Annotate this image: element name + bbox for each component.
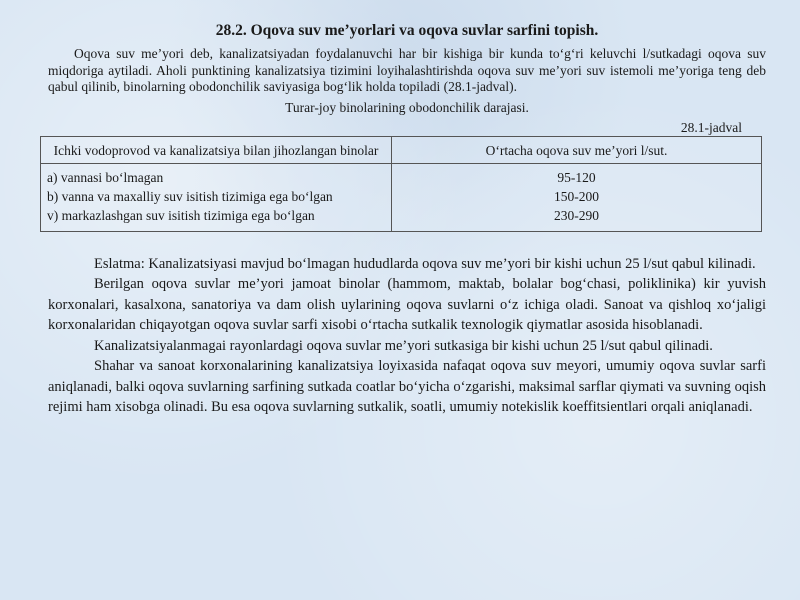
- table-header-buildings: Ichki vodoprovod va kanalizatsiya bilan jihozlangan binolar: [41, 136, 392, 163]
- row-label-b: b) vanna va maxalliy suv isitish tizimiga ega bo‘lgan: [47, 188, 333, 204]
- section-title: 28.2. Oqova suv me’yorlari va oqova suvlar sarfini topish.: [215, 22, 599, 39]
- table-header-norm: O‘rtacha oqova suv me’yori l/sut.: [392, 136, 762, 163]
- paragraph-public-buildings: Berilgan oqova suvlar me’yori jamoat binolar (hammom, maktab, bolalar bog‘chasi, poliklinika) kir yuvish korxonalari, kasalxona, sanatoriya va dam olish uylarining oqova suvlarni o‘z ichiga oladi. Sanoat va qishloq xo‘jaligi korxonalaridan chiqayotgan oqova suvlar sarfi xisobi o‘rtacha sutkalik texnologik qiymatlar asosida hisoblanadi.: [48, 276, 766, 333]
- row-value-v: 230-290: [554, 207, 599, 223]
- row-value-a: 95-120: [557, 169, 596, 185]
- table-header-row: [41, 136, 762, 163]
- row-value-b: 150-200: [554, 188, 599, 204]
- row-label-a: a) vannasi bo‘lmagan: [47, 169, 164, 185]
- table-caption: Turar-joy binolarining obodonchilik darajasi.: [285, 99, 529, 115]
- note-paragraph: Eslatma: Kanalizatsiyasi mavjud bo‘lmagan hududlarda oqova suv me’yori bir kishi uchun 25 l/sut qabul kilinadi.: [94, 255, 756, 272]
- paragraph-city-industry: Shahar va sanoat korxonalarining kanalizatsiya loyixasida nafaqat oqova suv meyori, umumiy oqova suvlar sarfi aniqlanadi, balki oqova suvlarning sarfining sutkada coatlar bo‘yicha o‘zgarishi, maksimal sarflar qiymati va suvning oqish rejimi ham xisobga olinadi. Bu esa oqova suvlarning sutkalik, soatli, umumiy notekislik koeffitsientlari orqali aniqlanadi.: [48, 358, 766, 415]
- body-text: [48, 254, 766, 418]
- table-number: 28.1-jadval: [680, 119, 742, 135]
- table-values-cell: [392, 163, 762, 231]
- paragraph-unsewered-areas: Kanalizatsiyalanmagai rayonlardagi oqova suvlar me’yori sutkasiga bir kishi uchun 25 l/sut qabul qilinadi.: [94, 337, 713, 354]
- document-page: [48, 22, 766, 418]
- sewage-norm-table: [40, 136, 762, 232]
- row-label-v: v) markazlashgan suv isitish tizimiga ega bo‘lgan: [47, 207, 315, 223]
- table-labels-cell: [41, 163, 392, 231]
- intro-paragraph: Oqova suv me’yori deb, kanalizatsiyadan foydalanuvchi har bir kishiga bir kunda to‘g‘ri keluvchi l/sutkadagi oqova suv miqdoriga aytiladi. Aholi punktining kanalizatsiya tizimini loyihalashtirishda oqova suv me’yori suv istemoli me’yoriga teng deb qabul qilinib, binolarning obodonchilik saviyasiga bog‘lik holda topiladi (28.1-jadval).: [48, 46, 766, 94]
- table-row: [41, 163, 762, 231]
